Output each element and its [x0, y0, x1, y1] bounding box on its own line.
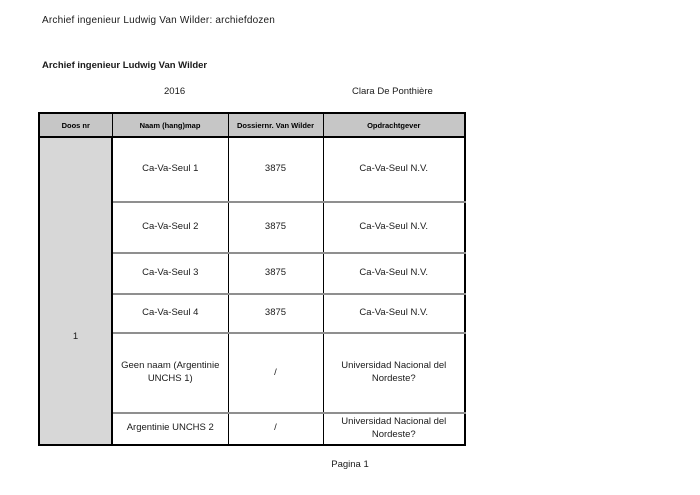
document-title: Archief ingenieur Ludwig Van Wilder [42, 60, 208, 71]
cell-opdrachtgever: Ca-Va-Seul N.V. [323, 253, 465, 294]
table-row [39, 137, 465, 202]
cell-opdrachtgever: Universidad Nacional del Nordeste? [323, 413, 465, 445]
running-header: Archief ingenieur Ludwig Van Wilder: archiefdozen [42, 15, 276, 26]
cell-naam: Argentinie UNCHS 2 [112, 413, 228, 445]
cell-naam: Ca-Va-Seul 2 [112, 202, 228, 253]
column-header-doos-nr: Doos nr [39, 113, 112, 137]
cell-dossiernr: / [228, 413, 323, 445]
column-header-opdrachtgever: Opdrachtgever [323, 113, 465, 137]
cell-opdrachtgever: Ca-Va-Seul N.V. [323, 137, 465, 202]
year-label: 2016 [164, 86, 186, 97]
column-header-dossiernr: Dossiernr. Van Wilder [228, 113, 323, 137]
cell-naam: Geen naam (Argentinie UNCHS 1) [112, 333, 228, 413]
cell-dossiernr: 3875 [228, 294, 323, 333]
cell-opdrachtgever: Universidad Nacional del Nordeste? [323, 333, 465, 413]
column-header-naam-hangmap: Naam (hang)map [112, 113, 228, 137]
cell-dossiernr: 3875 [228, 202, 323, 253]
cell-naam: Ca-Va-Seul 3 [112, 253, 228, 294]
archive-inventory-table [38, 112, 466, 446]
author-name: Clara De Ponthière [352, 86, 433, 97]
cell-naam: Ca-Va-Seul 1 [112, 137, 228, 202]
cell-dossiernr: / [228, 333, 323, 413]
doos-nr-merged-cell: 1 [39, 137, 112, 445]
cell-dossiernr: 3875 [228, 253, 323, 294]
cell-naam: Ca-Va-Seul 4 [112, 294, 228, 333]
cell-dossiernr: 3875 [228, 137, 323, 202]
cell-opdrachtgever: Ca-Va-Seul N.V. [323, 202, 465, 253]
page-footer: Pagina 1 [331, 459, 369, 470]
cell-opdrachtgever: Ca-Va-Seul N.V. [323, 294, 465, 333]
table-header-row [39, 113, 465, 137]
